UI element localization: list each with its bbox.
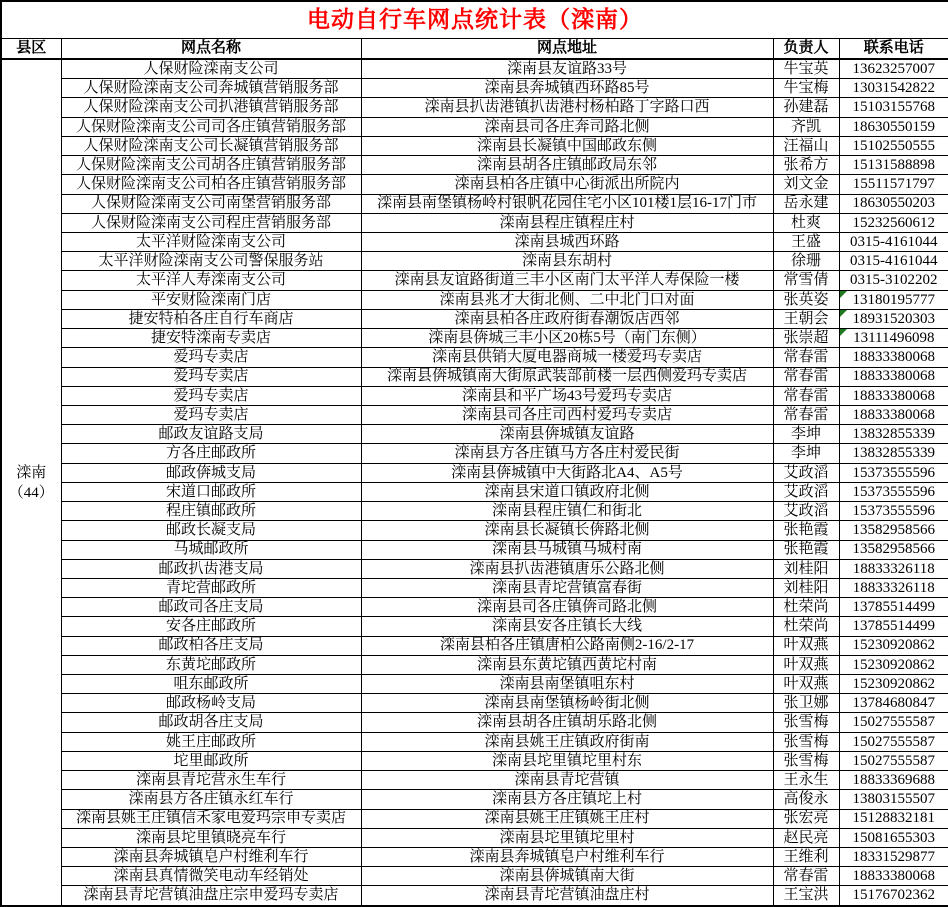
cell-phone[interactable]: 15232560612 [839,213,948,232]
table-row [1,617,948,636]
cell-manager[interactable]: 赵民亮 [773,828,839,847]
cell-site-name[interactable]: 人保财险滦南支公司胡各庄镇营销服务部 [61,156,361,175]
cell-manager[interactable]: 艾政滔 [773,463,839,482]
table-body [1,59,948,906]
cell-manager[interactable]: 杜荣尚 [773,598,839,617]
cell-site-address[interactable]: 滦南县马城镇马城村南 [361,540,773,559]
cell-site-address[interactable]: 滦南县奔城镇皂户村维利车行 [361,848,773,867]
cell-site-address[interactable]: 滦南县柏各庄政府街春潮饭店西邻 [361,309,773,328]
cell-site-name[interactable]: 邮政扒齿港支局 [61,559,361,578]
cell-phone[interactable]: 13832855339 [839,444,948,463]
cell-site-name[interactable]: 姚王庄邮政所 [61,732,361,751]
header-site-address[interactable]: 网点地址 [361,39,773,60]
cell-site-address[interactable]: 滦南县东黄坨镇西黄坨村南 [361,655,773,674]
cell-phone[interactable]: 15027555587 [839,751,948,770]
table-row [1,405,948,424]
cell-site-address[interactable]: 滦南县东胡村 [361,252,773,271]
cell-phone[interactable]: 15176702362 [839,886,948,906]
cell-site-address[interactable]: 滦南县和平广场43号爱玛专卖店 [361,386,773,405]
cell-site-address[interactable]: 滦南县司各庄奔司路北侧 [361,117,773,136]
cell-phone[interactable]: 15230920862 [839,636,948,655]
county-cell-line: （44） [8,484,54,501]
cell-site-address[interactable]: 滦南县胡各庄镇邮政局东邻 [361,156,773,175]
cell-site-address[interactable]: 滦南县安各庄镇长大线 [361,617,773,636]
table-row [1,98,948,117]
cell-manager[interactable]: 孙建磊 [773,98,839,117]
cell-site-address[interactable]: 滦南县城西环路 [361,233,773,252]
table-row [1,309,948,328]
cell-manager[interactable]: 刘桂阳 [773,578,839,597]
cell-phone[interactable]: 13803155507 [839,790,948,809]
cell-site-address[interactable]: 滦南县长凝镇中国邮政东侧 [361,136,773,155]
county-cell-line: 滦南 [16,464,47,481]
cell-phone[interactable]: 18833380068 [839,386,948,405]
cell-site-name[interactable]: 邮政胡各庄支局 [61,713,361,732]
table-row [1,732,948,751]
table-row [1,136,948,155]
cell-phone[interactable]: 15027555587 [839,732,948,751]
cell-site-address[interactable]: 滦南县程庄镇程庄村 [361,213,773,232]
cell-phone[interactable]: 15230920862 [839,655,948,674]
cell-site-address[interactable]: 滦南县坨里镇坨里村东 [361,751,773,770]
cell-phone[interactable]: 0315-4161044 [839,233,948,252]
cell-manager[interactable]: 王盛 [773,233,839,252]
cell-site-address[interactable]: 滦南县扒齿港镇唐乐公路北侧 [361,559,773,578]
cell-phone[interactable]: 18833380068 [839,348,948,367]
cell-site-address[interactable]: 滦南县倴城镇友谊路 [361,425,773,444]
cell-phone[interactable]: 15373555596 [839,463,948,482]
cell-site-address[interactable]: 滦南县倴城镇南大街 [361,867,773,886]
cell-site-address[interactable]: 滦南县扒齿港镇扒齿港村杨柏路丁字路口西 [361,98,773,117]
table-row [1,578,948,597]
cell-phone[interactable]: 13832855339 [839,425,948,444]
cell-phone[interactable]: 13623257007 [839,59,948,79]
cell-phone[interactable]: 15511571797 [839,175,948,194]
cell-manager[interactable]: 张宏亮 [773,809,839,828]
cell-phone[interactable]: 13180195777 [839,290,948,309]
cell-site-name[interactable]: 安各庄邮政所 [61,617,361,636]
table-row [1,367,948,386]
cell-site-name[interactable]: 滦南县青坨营永生车行 [61,771,361,790]
cell-phone[interactable]: 13582958566 [839,521,948,540]
header-phone[interactable]: 联系电话 [839,39,948,60]
cell-manager[interactable]: 汪福山 [773,136,839,155]
cell-phone[interactable]: 18630550203 [839,194,948,213]
cell-manager[interactable]: 张雪梅 [773,713,839,732]
cell-manager[interactable]: 常春雷 [773,367,839,386]
cell-manager[interactable]: 刘文金 [773,175,839,194]
cell-site-address[interactable]: 滦南县南堡镇咀东村 [361,675,773,694]
cell-site-name[interactable]: 方各庄邮政所 [61,444,361,463]
cell-site-name[interactable]: 滦南县方各庄镇永红车行 [61,790,361,809]
cell-phone[interactable]: 18833380068 [839,867,948,886]
cell-phone[interactable]: 15081655303 [839,828,948,847]
cell-phone[interactable]: 0315-3102202 [839,271,948,290]
cell-manager[interactable]: 常春雷 [773,405,839,424]
table-row [1,175,948,194]
cell-site-name[interactable]: 邮政柏各庄支局 [61,636,361,655]
cell-site-address[interactable]: 滦南县司各庄司西村爱玛专卖店 [361,405,773,424]
table-row [1,271,948,290]
cell-phone[interactable]: 13784680847 [839,694,948,713]
cell-phone[interactable]: 15102550555 [839,136,948,155]
cell-phone[interactable]: 13111496098 [839,329,948,348]
table-row [1,675,948,694]
table-row [1,444,948,463]
cell-site-name[interactable]: 邮政杨岭支局 [61,694,361,713]
cell-site-name[interactable]: 滦南县坨里镇晓亮车行 [61,828,361,847]
table-row [1,348,948,367]
cell-site-name[interactable]: 马城邮政所 [61,540,361,559]
table-row [1,713,948,732]
cell-phone[interactable]: 13582958566 [839,540,948,559]
cell-phone[interactable]: 18833326118 [839,578,948,597]
cell-site-name[interactable]: 滦南县真情微笑电动车经销处 [61,867,361,886]
table-row [1,828,948,847]
cell-site-address[interactable]: 滦南县姚王庄镇政府街南 [361,732,773,751]
cell-site-name[interactable]: 人保财险滦南支公司南堡营销服务部 [61,194,361,213]
cell-site-address[interactable]: 滦南县司各庄镇倴司路北侧 [361,598,773,617]
cell-manager[interactable]: 艾政滔 [773,482,839,501]
cell-site-name[interactable]: 邮政友谊路支局 [61,425,361,444]
cell-site-name[interactable]: 滦南县青坨营镇油盘庄宗申爱玛专卖店 [61,886,361,906]
table-row [1,213,948,232]
cell-phone[interactable]: 13785514499 [839,598,948,617]
table-row [1,636,948,655]
cell-phone[interactable]: 15103155768 [839,98,948,117]
cell-site-address[interactable]: 滦南县胡各庄镇胡乐路北侧 [361,713,773,732]
table-row [1,540,948,559]
table-row [1,290,948,309]
table-row [1,598,948,617]
cell-site-name[interactable]: 青坨营邮政所 [61,578,361,597]
table-row [1,117,948,136]
cell-site-name[interactable]: 平安财险滦南门店 [61,290,361,309]
number-stored-as-text-indicator-icon [840,291,847,298]
cell-site-name[interactable]: 太平洋财险滦南支公司警保服务站 [61,252,361,271]
cell-phone[interactable]: 0315-4161044 [839,252,948,271]
cell-phone[interactable]: 18833380068 [839,367,948,386]
cell-phone[interactable]: 18833380068 [839,405,948,424]
cell-site-address[interactable]: 滦南县青坨营镇 [361,771,773,790]
cell-manager[interactable]: 张艳霞 [773,521,839,540]
cell-site-name[interactable]: 人保财险滦南支公司柏各庄镇营销服务部 [61,175,361,194]
cell-manager[interactable]: 叶双燕 [773,675,839,694]
header-manager[interactable]: 负责人 [773,39,839,60]
cell-site-name[interactable]: 捷安特柏各庄自行车商店 [61,309,361,328]
cell-site-address[interactable]: 滦南县倴城镇中大街路北A4、A5号 [361,463,773,482]
cell-site-name[interactable]: 邮政司各庄支局 [61,598,361,617]
cell-site-address[interactable]: 滦南县柏各庄镇唐柏公路南侧2-16/2-17 [361,636,773,655]
cell-phone[interactable]: 15230920862 [839,675,948,694]
cell-site-name[interactable]: 邮政长凝支局 [61,521,361,540]
cell-site-address[interactable]: 滦南县青坨营镇油盘庄村 [361,886,773,906]
cell-site-address[interactable]: 滦南县南堡镇杨岭街北侧 [361,694,773,713]
cell-manager[interactable]: 高俊永 [773,790,839,809]
cell-phone[interactable]: 15027555587 [839,713,948,732]
cell-manager[interactable]: 王朝会 [773,309,839,328]
cell-site-name[interactable]: 爱玛专卖店 [61,367,361,386]
table-row [1,848,948,867]
cell-site-name[interactable]: 太平洋人寿滦南支公司 [61,271,361,290]
cell-manager[interactable]: 李坤 [773,444,839,463]
cell-manager[interactable]: 徐珊 [773,252,839,271]
table-row [1,194,948,213]
cell-manager[interactable]: 王维利 [773,848,839,867]
column-header-row [1,39,948,60]
cell-site-name[interactable]: 坨里邮政所 [61,751,361,770]
cell-site-address[interactable]: 滦南县兆才大街北侧、二中北门口对面 [361,290,773,309]
table-row [1,694,948,713]
county-cell[interactable] [1,59,61,906]
cell-site-name[interactable]: 宋道口邮政所 [61,482,361,501]
cell-manager[interactable]: 张卫娜 [773,694,839,713]
cell-site-address[interactable]: 滦南县长凝镇长倴路北侧 [361,521,773,540]
cell-phone[interactable]: 18630550159 [839,117,948,136]
cell-site-address[interactable]: 滦南县柏各庄镇中心街派出所院内 [361,175,773,194]
cell-site-address[interactable]: 滦南县倴城三丰小区20栋5号（南门东侧） [361,329,773,348]
cell-manager[interactable]: 杜荣尚 [773,617,839,636]
cell-manager[interactable]: 张雪梅 [773,751,839,770]
cell-manager[interactable]: 常春雷 [773,348,839,367]
cell-phone[interactable]: 18833369688 [839,771,948,790]
table-row [1,329,948,348]
cell-site-name[interactable]: 滦南县姚王庄镇信禾家电爱玛宗申专卖店 [61,809,361,828]
cell-site-name[interactable]: 人保财险滦南支公司奔城镇营销服务部 [61,79,361,98]
table-row [1,751,948,770]
cell-manager[interactable]: 张崇超 [773,329,839,348]
cell-site-name[interactable]: 人保财险滦南支公司司各庄镇营销服务部 [61,117,361,136]
cell-site-name[interactable]: 邮政倴城支局 [61,463,361,482]
cell-phone[interactable]: 15128832181 [839,809,948,828]
cell-site-name[interactable]: 人保财险滦南支公司程庄营销服务部 [61,213,361,232]
cell-manager[interactable]: 艾政滔 [773,502,839,521]
cell-site-address[interactable]: 滦南县友谊路33号 [361,59,773,79]
cell-phone[interactable]: 15373555596 [839,482,948,501]
cell-manager[interactable]: 张英姿 [773,290,839,309]
header-site-name[interactable]: 网点名称 [61,39,361,60]
cell-site-name[interactable]: 人保财险滦南支公司 [61,59,361,79]
cell-phone[interactable]: 13031542822 [839,79,948,98]
cell-site-address[interactable]: 滦南县程庄镇仁和街北 [361,502,773,521]
number-stored-as-text-indicator-icon [840,329,847,336]
cell-site-name[interactable]: 人保财险滦南支公司长凝镇营销服务部 [61,136,361,155]
table-row [1,79,948,98]
cell-site-name[interactable]: 咀东邮政所 [61,675,361,694]
cell-manager[interactable]: 张艳霞 [773,540,839,559]
cell-phone[interactable]: 13785514499 [839,617,948,636]
cell-manager[interactable]: 岳永建 [773,194,839,213]
cell-site-address[interactable]: 滦南县奔城镇西环路85号 [361,79,773,98]
cell-manager[interactable]: 齐凯 [773,117,839,136]
table-row [1,771,948,790]
table-row [1,252,948,271]
cell-site-name[interactable]: 爱玛专卖店 [61,405,361,424]
cell-manager[interactable]: 牛宝梅 [773,79,839,98]
table-row [1,521,948,540]
cell-site-address[interactable]: 滦南县姚王庄镇姚王庄村 [361,809,773,828]
cell-manager[interactable]: 牛宝英 [773,59,839,79]
table-row [1,809,948,828]
cell-site-name[interactable]: 太平洋财险滦南支公司 [61,233,361,252]
table-row [1,502,948,521]
table-row [1,559,948,578]
cell-manager[interactable]: 张雪梅 [773,732,839,751]
cell-phone[interactable]: 18931520303 [839,309,948,328]
table-row [1,59,948,79]
number-stored-as-text-indicator-icon [840,310,847,317]
cell-site-name[interactable]: 滦南县奔城镇皂户村维利车行 [61,848,361,867]
table-row [1,867,948,886]
header-county[interactable]: 县区 [1,39,61,60]
table-row [1,463,948,482]
cell-phone[interactable]: 18331529877 [839,848,948,867]
table-row [1,233,948,252]
cell-site-address[interactable]: 滦南县供销大厦电器商城一楼爱玛专卖店 [361,348,773,367]
cell-phone[interactable]: 15373555596 [839,502,948,521]
cell-site-address[interactable]: 滦南县友谊路街道三丰小区南门太平洋人寿保险一楼 [361,271,773,290]
cell-manager[interactable]: 王宝洪 [773,886,839,906]
cell-manager[interactable]: 叶双燕 [773,636,839,655]
cell-manager[interactable]: 常春雷 [773,386,839,405]
cell-site-address[interactable]: 滦南县方各庄镇坨上村 [361,790,773,809]
cell-manager[interactable]: 叶双燕 [773,655,839,674]
title-row [1,1,948,39]
table-row [1,482,948,501]
cell-manager[interactable]: 王永生 [773,771,839,790]
table-row [1,425,948,444]
cell-site-address[interactable]: 滦南县青坨营镇富春街 [361,578,773,597]
cell-manager[interactable]: 李坤 [773,425,839,444]
cell-site-address[interactable]: 滦南县宋道口镇政府北侧 [361,482,773,501]
cell-site-name[interactable]: 捷安特滦南专卖店 [61,329,361,348]
table-row [1,156,948,175]
cell-site-name[interactable]: 程庄镇邮政所 [61,502,361,521]
cell-manager[interactable]: 常雪倩 [773,271,839,290]
cell-manager[interactable]: 张希方 [773,156,839,175]
cell-manager[interactable]: 常春雷 [773,867,839,886]
table-row [1,886,948,906]
cell-site-name[interactable]: 爱玛专卖店 [61,386,361,405]
table-title[interactable]: 电动自行车网点统计表（滦南） [1,1,948,39]
table-row [1,386,948,405]
cell-site-name[interactable]: 爱玛专卖店 [61,348,361,367]
cell-site-name[interactable]: 东黄坨邮政所 [61,655,361,674]
cell-site-address[interactable]: 滦南县南堡镇杨岭村银帆花园住宅小区101楼1层16-17门市 [361,194,773,213]
cell-phone[interactable]: 18833326118 [839,559,948,578]
table-row [1,790,948,809]
table-row [1,655,948,674]
cell-manager[interactable]: 刘桂阳 [773,559,839,578]
cell-site-address[interactable]: 滦南县方各庄镇马方各庄村爱民街 [361,444,773,463]
cell-site-name[interactable]: 人保财险滦南支公司扒港镇营销服务部 [61,98,361,117]
table-head [1,1,948,59]
cell-phone[interactable]: 15131588898 [839,156,948,175]
cell-site-address[interactable]: 滦南县坨里镇坨里村 [361,828,773,847]
cell-site-address[interactable]: 滦南县倴城镇南大街原武装部前楼一层西侧爱玛专卖店 [361,367,773,386]
cell-manager[interactable]: 杜爽 [773,213,839,232]
